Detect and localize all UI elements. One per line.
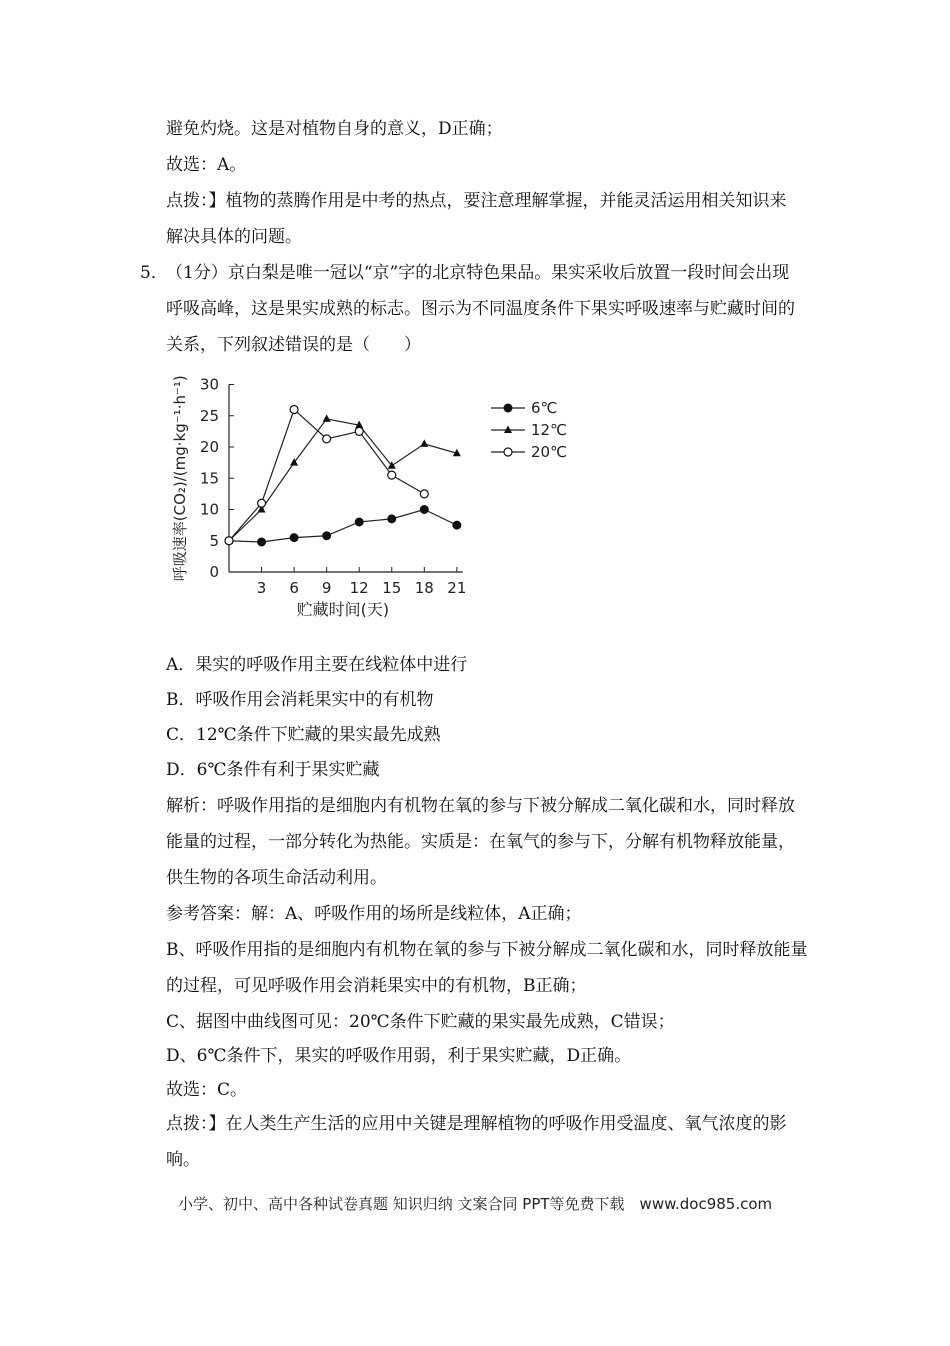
data-point (453, 521, 461, 529)
y-tick-label: 10 (199, 500, 219, 519)
data-point (388, 515, 396, 523)
answer-text: C、据图中曲线图可见：20℃条件下贮藏的果实最先成熟，C错误； (166, 1012, 675, 1032)
data-point (258, 499, 266, 507)
y-tick-label: 20 (199, 438, 219, 456)
y-tick-label: 0 (209, 563, 219, 581)
x-tick-label: 18 (414, 579, 434, 597)
data-point (225, 537, 233, 545)
analysis-text: 供生物的各项生命活动利用。 (166, 868, 387, 888)
x-axis-label: 贮藏时间(天) (296, 600, 390, 619)
y-tick-label: 30 (199, 375, 219, 394)
data-point (323, 435, 331, 443)
data-point (258, 538, 266, 546)
y-axis-label: 呼吸速率(CO₂)/(mg·kg⁻¹·h⁻¹) (171, 375, 189, 582)
data-point (323, 532, 331, 540)
answer-text: 故选：C。 (166, 1080, 248, 1100)
legend-label: 12℃ (531, 421, 567, 439)
question-stem: 关系，下列叙述错误的是（ ） (166, 335, 421, 355)
data-point (290, 534, 298, 542)
question-stem: （1分）京白梨是唯一冠以“京”字的北京特色果品。果实采收后放置一段时间会出现 (166, 263, 790, 283)
legend-label: 6℃ (531, 399, 558, 417)
series-line-0 (229, 510, 457, 543)
data-point (290, 406, 298, 414)
series-line-1 (229, 419, 457, 541)
legend-marker (504, 404, 512, 412)
data-point (355, 518, 363, 526)
y-tick-label: 25 (199, 406, 219, 425)
tip-text: 响。 (166, 1150, 200, 1170)
data-point (355, 427, 363, 435)
x-tick-label: 9 (321, 579, 332, 597)
text-line: 避免灼烧。这是对植物自身的意义，D正确； (166, 119, 503, 139)
respiration-rate-chart (165, 365, 585, 625)
answer-text: 的过程，可见呼吸作用会消耗果实中的有机物，B正确； (166, 976, 587, 996)
option-d: D．6℃条件有利于果实贮藏 (166, 760, 380, 780)
text-line: 故选：A。 (166, 155, 247, 175)
analysis-text: 能量的过程，一部分转化为热能。实质是：在氧气的参与下，分解有机物释放能量， (166, 832, 795, 852)
question-number: 5． (140, 263, 168, 283)
option-b: B．呼吸作用会消耗果实中的有机物 (166, 690, 434, 710)
data-point (420, 490, 428, 498)
page-footer: 小学、初中、高中各种试卷真题 知识归纳 文案合同 PPT等免费下载 www.doc985.com (178, 1195, 773, 1213)
y-tick-label: 15 (199, 469, 219, 488)
option-a: A．果实的呼吸作用主要在线粒体中进行 (166, 655, 468, 675)
option-c: C．12℃条件下贮藏的果实最先成熟 (166, 725, 441, 745)
analysis-text: 解析：呼吸作用指的是细胞内有机物在氧的参与下被分解成二氧化碳和水，同时释放 (166, 796, 795, 816)
legend-label: 20℃ (531, 443, 567, 461)
text-line: 解决具体的问题。 (166, 227, 302, 247)
tip-text: 点拨：】在人类生产生活的应用中关键是理解植物的呼吸作用受温度、氧气浓度的影 (166, 1114, 787, 1134)
data-point (420, 439, 428, 447)
x-tick-label: 6 (289, 579, 299, 597)
x-tick-label: 3 (256, 579, 267, 597)
data-point (323, 414, 331, 422)
text-line: 点拨：】植物的蒸腾作用是中考的热点，要注意理解掌握，并能灵活运用相关知识来 (166, 191, 787, 211)
x-tick-label: 21 (447, 579, 467, 597)
legend-marker (504, 426, 512, 434)
answer-text: 参考答案：解：A、呼吸作用的场所是线粒体，A正确； (166, 904, 582, 924)
x-tick-label: 12 (349, 579, 369, 597)
question-stem: 呼吸高峰，这是果实成熟的标志。图示为不同温度条件下果实呼吸速率与贮藏时间的 (166, 299, 795, 319)
data-point (388, 471, 396, 479)
y-tick-label: 5 (209, 531, 219, 550)
answer-text: D、6℃条件下，果实的呼吸作用弱，利于果实贮藏，D正确。 (166, 1046, 632, 1066)
legend-marker (504, 448, 512, 456)
x-tick-label: 15 (382, 579, 402, 597)
data-point (420, 506, 428, 514)
answer-text: B、呼吸作用指的是细胞内有机物在氧的参与下被分解成二氧化碳和水，同时释放能量 (166, 940, 808, 960)
